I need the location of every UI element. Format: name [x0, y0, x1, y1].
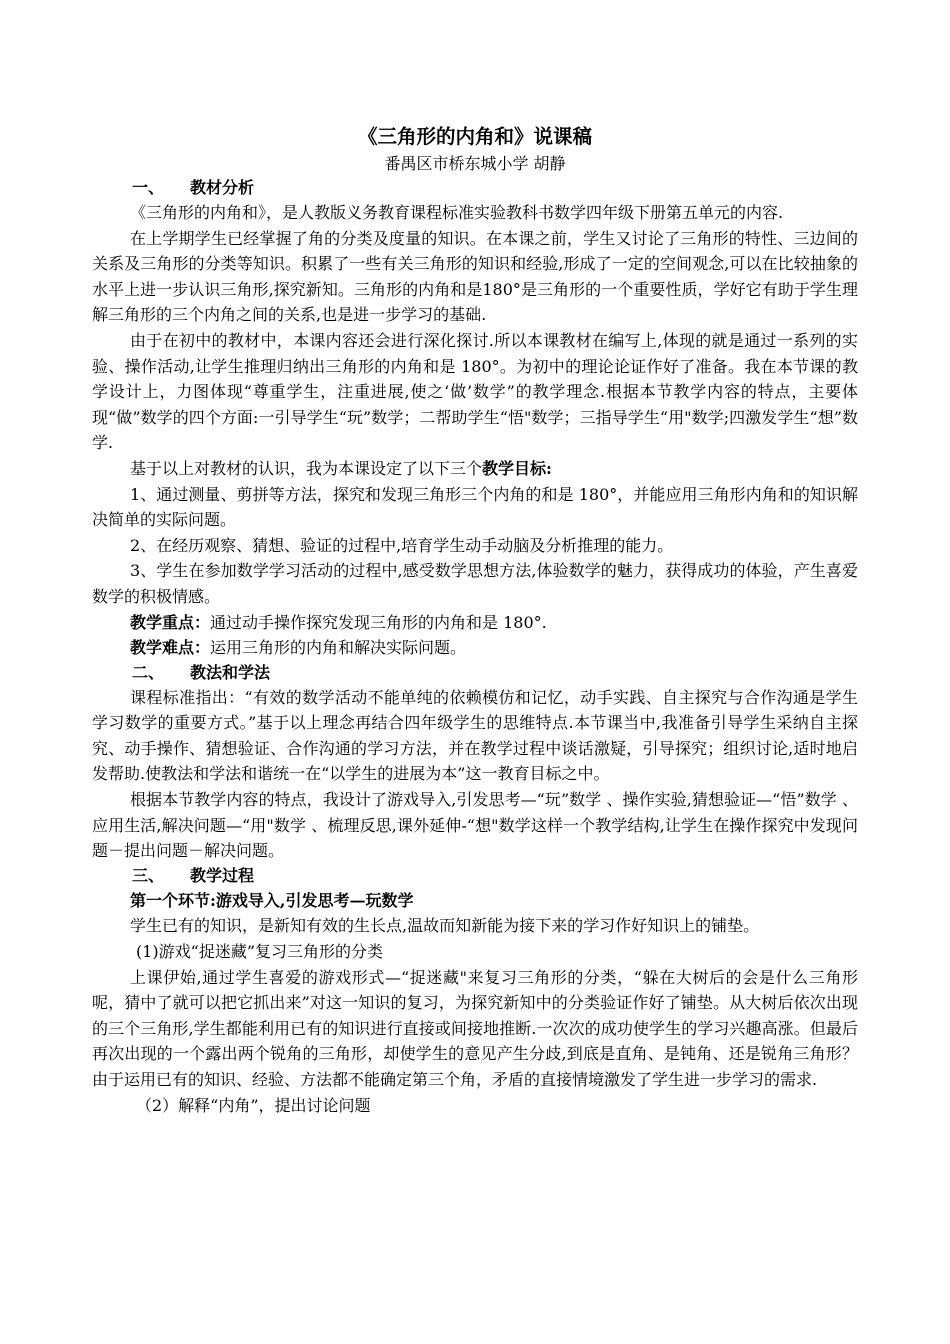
key-point	[92, 610, 858, 636]
difficulty-label: 教学难点：	[130, 638, 211, 658]
paragraph: 学生已有的知识，是新知有效的生长点,温故而知新能为接下来的学习作好知识上的铺垫。	[130, 916, 760, 936]
goals-label: 教学目标:	[482, 458, 552, 478]
goal-item-2: 2、在经历观察、猜想、验证的过程中,培育学生动手动脑及分析推理的能力。	[130, 535, 674, 555]
step-heading-1: 第一个环节:游戏导入,引发思考—玩数学	[130, 890, 414, 910]
sub-heading-1: (1)游戏“捉迷藏”复习三角形的分类	[136, 942, 384, 962]
key-point-label: 教学重点：	[130, 612, 211, 632]
key-point-text: 通过动手操作探究发现三角形的内角和是 180°.	[210, 612, 547, 632]
section-heading-3	[92, 864, 858, 888]
goals-intro	[92, 456, 858, 482]
paragraph: 根据本节教学内容的特点，我设计了游戏导入,引发思考—“玩”数学 、操作实验,猜想验证—“悟”数学 、应用生活,解决问题—“用"数学 、梳理反思,课外延伸-“想"数学这样一个教学结构,让学生在操作探究中发现问题－提出问题－解决问题。	[92, 790, 858, 861]
section-number: 一、	[132, 178, 165, 197]
section-label: 教材分析	[190, 178, 255, 197]
document-title: 《三角形的内角和》说课稿	[357, 125, 592, 148]
sub-heading-2: （2）解释“内角”，提出讨论问题	[136, 1095, 371, 1115]
goal-item-1: 1、通过测量、剪拼等方法，探究和发现三角形三个内角的和是 180°，并能应用三角形内角和的知识解决简单的实际问题。	[92, 484, 858, 530]
paragraph: 《三角形的内角和》，是人教版义务教育课程标准实验教科书数学四年级下册第五单元的内容.	[130, 203, 784, 222]
section-label: 教法和学法	[190, 662, 271, 682]
section-number: 三、	[132, 865, 165, 885]
section-heading-2	[92, 661, 858, 685]
difficulty	[92, 635, 858, 661]
goal-item-3: 3、学生在参加数学学习活动的过程中,感受数学思想方法,体验数学的魅力，获得成功的体验，产生喜爱数学的积极情感。	[92, 561, 858, 606]
section-label: 教学过程	[190, 865, 255, 885]
paragraph: 上课伊始,通过学生喜爱的游戏形式—“捉迷藏"来复习三角形的分类，“躲在大树后的会是什么三角形呢，猜中了就可以把它抓出来”对这一知识的复习，为探究新知中的分类验证作好了铺垫。从大树后依次出现的三个三角形,学生都能利用已有的知识进行直接或间接地推断.一次次的成功使学生的学习兴趣高涨。但最后再次出现的一个露出两个锐角的三角形，却使学生的意见产生分歧,到底是直角、是钝角、还是锐角三角形？由于运用已有的知识、经验、方法都不能确定第三个角，矛盾的直接情境激发了学生进一步学习的需求.	[92, 967, 858, 1089]
goals-intro-text: 基于以上对教材的认识，我为本课设定了以下三个	[130, 458, 483, 478]
paragraph: 由于在初中的教材中，本课内容还会进行深化探讨.所以本课教材在编写上,体现的就是通过一系列的实验、操作活动,让学生推理归纳出三角形的内角和是 180°。为初中的理论论证作好了准备。我在本节课的教学设计上，力图体现“尊重学生，注重进展,使之‘做’数学”的教学理念.根据本节教学内容的特点，主要体现“做”数学的四个方面:一引导学生“玩”数学；二帮助学生“悟"数学；三指导学生“用"数学;四激发学生“想”数学.	[92, 330, 858, 453]
paragraph: 课程标准指出：“有效的数学活动不能单纯的依赖模仿和记忆，动手实践、自主探究与合作沟通是学生学习数学的重要方式。”基于以上理念再结合四年级学生的思维特点.本节课当中,我准备引导学生采纳自主探究、动手操作、猜想验证、合作沟通的学习方法，并在教学过程中谈话激疑，引导探究；组织讨论,适时地启发帮助.使教法和学法和谐统一在“以学生的进展为本”这一教育目标之中。	[92, 687, 858, 784]
difficulty-text: 运用三角形的内角和解决实际问题。	[210, 638, 467, 658]
paragraph: 在上学期学生已经掌握了角的分类及度量的知识。在本课之前，学生又讨论了三角形的特性、三边间的关系及三角形的分类等知识。积累了一些有关三角形的知识和经验,形成了一定的空间观念,可以在比较抽象的水平上进一步认识三角形,探究新知。三角形的内角和是180°是三角形的一个重要性质，学好它有助于学生理解三角形的三个内角之间的关系,也是进一步学习的基础.	[92, 228, 858, 325]
section-number: 二、	[132, 662, 165, 682]
author-line: 番禺区市桥东城小学 胡静	[384, 154, 566, 173]
section-heading-1	[92, 176, 858, 200]
